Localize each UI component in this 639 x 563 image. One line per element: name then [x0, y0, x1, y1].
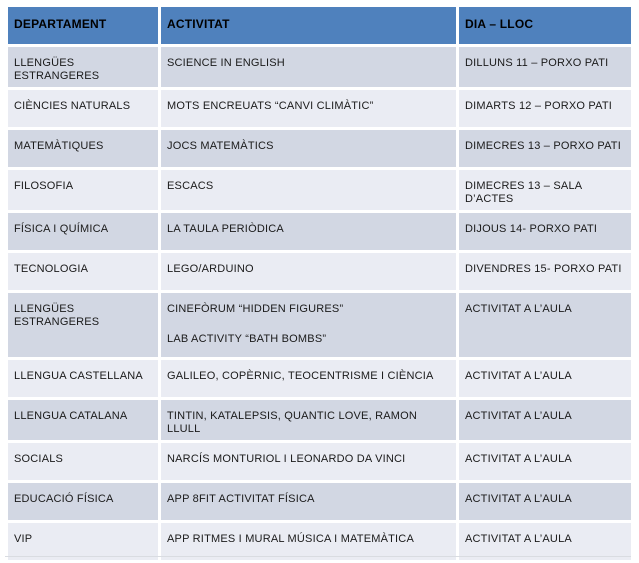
- table-row: [8, 47, 631, 87]
- departament-cell: LLENGÜES ESTRANGERES: [8, 293, 158, 357]
- table-row: [8, 360, 631, 397]
- activitat-line: LAB ACTIVITY “BATH BOMBS”: [167, 333, 327, 345]
- table-row: [8, 170, 631, 210]
- table-row: [8, 523, 631, 560]
- dia-lloc-cell: DIVENDRES 15- PORXO PATI: [459, 253, 631, 290]
- departament-cell: SOCIALS: [8, 443, 158, 480]
- activitat-line: JOCS MATEMÀTICS: [167, 140, 274, 152]
- table-header-row: [8, 7, 631, 44]
- dia-lloc-cell: DILLUNS 11 – PORXO PATI: [459, 47, 631, 87]
- table-row: [8, 90, 631, 127]
- departament-cell: LLENGUA CASTELLANA: [8, 360, 158, 397]
- dia-lloc-cell: ACTIVITAT A L’AULA: [459, 400, 631, 440]
- dia-lloc-cell: DIMECRES 13 – SALA D’ACTES: [459, 170, 631, 210]
- dia-lloc-cell: ACTIVITAT A L’AULA: [459, 483, 631, 520]
- activitat-cell: [161, 253, 456, 290]
- dia-lloc-cell: ACTIVITAT A L’AULA: [459, 293, 631, 357]
- departament-cell: LLENGÜES ESTRANGERES: [8, 47, 158, 87]
- activitat-line: NARCÍS MONTURIOL I LEONARDO DA VINCI: [167, 453, 406, 465]
- table-row: [8, 130, 631, 167]
- table-bottom-shadow: [5, 556, 631, 557]
- activitat-line: CINEFÒRUM “HIDDEN FIGURES”: [167, 303, 344, 315]
- table-row: [8, 400, 631, 440]
- departament-cell: FILOSOFIA: [8, 170, 158, 210]
- departament-cell: EDUCACIÓ FÍSICA: [8, 483, 158, 520]
- activitat-line: TINTIN, KATALEPSIS, QUANTIC LOVE, RAMON LLULL: [167, 410, 418, 435]
- departament-cell: VIP: [8, 523, 158, 560]
- activitat-line: LA TAULA PERIÒDICA: [167, 223, 284, 235]
- schedule-table: [8, 7, 631, 560]
- activitat-cell: [161, 483, 456, 520]
- activitat-cell: [161, 293, 456, 357]
- activitat-cell: [161, 443, 456, 480]
- column-header-departament: DEPARTAMENT: [8, 7, 158, 44]
- departament-cell: TECNOLOGIA: [8, 253, 158, 290]
- activitat-cell: [161, 130, 456, 167]
- table-row: [8, 443, 631, 480]
- activitat-line: APP 8FIT ACTIVITAT FÍSICA: [167, 493, 315, 505]
- activitat-line: GALILEO, COPÈRNIC, TEOCENTRISME I CIÈNCIA: [167, 370, 434, 382]
- departament-cell: CIÈNCIES NATURALS: [8, 90, 158, 127]
- dia-lloc-cell: ACTIVITAT A L’AULA: [459, 523, 631, 560]
- dia-lloc-cell: ACTIVITAT A L’AULA: [459, 360, 631, 397]
- activitat-line: LEGO/ARDUINO: [167, 263, 254, 275]
- activitat-line: MOTS ENCREUATS “CANVI CLIMÀTIC”: [167, 100, 374, 112]
- activitat-cell: [161, 360, 456, 397]
- activitat-cell: [161, 523, 456, 560]
- dia-lloc-cell: DIJOUS 14- PORXO PATI: [459, 213, 631, 250]
- table-row: [8, 213, 631, 250]
- activitat-cell: [161, 170, 456, 210]
- table-row: [8, 293, 631, 357]
- dia-lloc-cell: DIMECRES 13 – PORXO PATI: [459, 130, 631, 167]
- activitat-cell: [161, 90, 456, 127]
- dia-lloc-cell: ACTIVITAT A L’AULA: [459, 443, 631, 480]
- departament-cell: LLENGUA CATALANA: [8, 400, 158, 440]
- departament-cell: MATEMÀTIQUES: [8, 130, 158, 167]
- activitat-line: ESCACS: [167, 180, 214, 192]
- table-row: [8, 253, 631, 290]
- activitat-line: APP RITMES I MURAL MÚSICA I MATEMÀTICA: [167, 533, 414, 545]
- activitat-cell: [161, 213, 456, 250]
- column-header-activitat: ACTIVITAT: [161, 7, 456, 44]
- activitat-cell: [161, 400, 456, 440]
- column-header-dia-lloc: DIA – LLOC: [459, 7, 631, 44]
- dia-lloc-cell: DIMARTS 12 – PORXO PATI: [459, 90, 631, 127]
- departament-cell: FÍSICA I QUÍMICA: [8, 213, 158, 250]
- table-row: [8, 483, 631, 520]
- activitat-cell: [161, 47, 456, 87]
- activitat-line: SCIENCE IN ENGLISH: [167, 57, 285, 69]
